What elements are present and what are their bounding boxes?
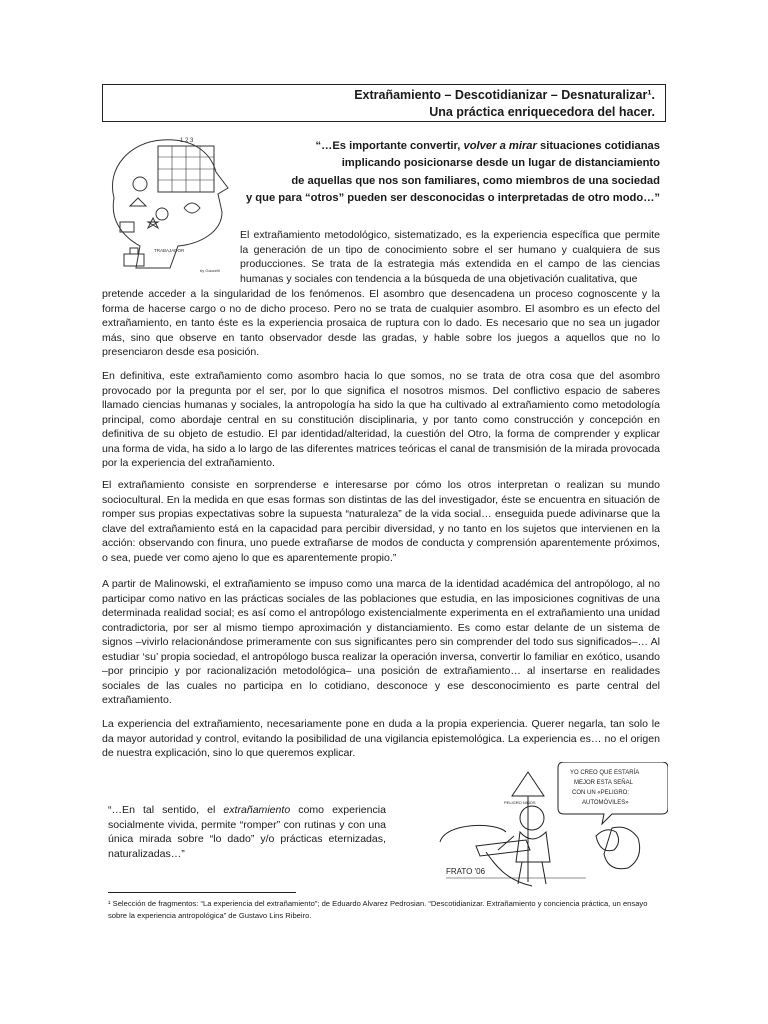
head-illustration: [100, 128, 236, 280]
opening-quote: [240, 138, 660, 208]
quote-line-1: “…Es importante convertir, volver a mirar situaciones cotidianas: [315, 140, 660, 152]
title-line-1: Extrañamiento – Descotidianizar – Desnaturalizar¹.: [354, 88, 655, 102]
title-box: [102, 84, 666, 122]
paragraph-3: El extrañamiento consiste en sorprenderse e interesarse por cómo los otros interpretan o realizan su mundo sociocultural. En la medida en que esas formas son distintas de las del investigador, éste se encuentra en situación de romper sus propias expectativas sobre la supuesta “naturaleza” de la vida social… enseguida puede adivinarse que la clave del extrañamiento está en la capacidad para percibir diversidad, y no tanto en los sujetos que intervienen en la acción: observando con finura, uno puede extrañarse de modos de conducta y comprensión aparentemente próximos, o sea, puede ver como ajeno lo que es aparentemente propio.”: [102, 479, 660, 564]
quote-line-3: de aquellas que nos son familiares, como miembros de una sociedad: [291, 174, 660, 187]
paragraph-1-rest: pretende acceder a la singularidad de los fenómenos. El asombro que desencadena un proceso cognoscente y la forma de hacerse cargo o no de dicho proceso. Pero no se trata de cualquier asombro. El asombro es un efecto del extrañamiento, en tanto éste es la experiencia prosaica de ruptura con lo dado. Es necesario que no sea un jugador más, sino que observe en tanto observador desde las gradas, y hable sobre los juegos a aquellos que no lo presenciaron desde esa posición.: [102, 288, 660, 359]
title-line-2: Una práctica enriquecedora del hacer.: [429, 105, 655, 119]
illus-signature: by Gaucelli: [200, 268, 220, 273]
illus-label: TRABAJADOR: [154, 248, 185, 253]
footnote-divider: [108, 892, 296, 893]
cartoon-sign: PELIGRO NIÑOS: [504, 800, 536, 805]
footnote: ¹ Selección de fragmentos: “La experiencia del extrañamiento”; de Eduardo Alvarez Pedrosian. “Descotidianizar. Extrañamiento y conciencia práctica, un ensayo sobre la experiencia antropológica” de Gustavo Lins Ribeiro.: [108, 899, 648, 920]
cartoon-speech-3: CON UN «PELIGRO:: [572, 790, 630, 796]
cartoon-signature: FRATO '06: [446, 867, 486, 876]
quote-line-4: y que para “otros” pueden ser desconocidas o interpretadas de otro modo…”: [245, 192, 660, 205]
paragraph-4: A partir de Malinowski, el extrañamiento se impuso como una marca de la identidad académica del antropólogo, al no participar como nativo en las prácticas sociales de las poblaciones que estudia, en las imposiciones cognitivas de una determinada realidad social; es así como el antropólogo existencialmente experimenta en el extrañamiento una unidad contradictoria, por ser al mismo tiempo aproximación y distanciamiento. Es como estar delante de un sistema de signos –vivirlo relacionándose primeramente con sus significantes pero sin comprender del todo sus significados–… Al estudiar ‘su’ propia sociedad, el antropólogo busca realizar la operación inversa, convertir lo familiar en exótico, usando –por principio y por racionalización metodológica– una posición de extrañamiento… al insertarse en realidades sociales de las cuales no participa en lo cotidiano, desconoce y ese desconocimiento es parte central del extrañamiento.: [102, 578, 660, 707]
quote-line-2: implicando posicionarse desde un lugar de distanciamiento: [341, 157, 660, 170]
paragraph-1-top: El extrañamiento metodológico, sistematizado, es la experiencia específica que permite la generación de un tipo de conocimiento sobre el ser humano y cualquiera de sus producciones. Se trata de la estrategia más extendida en el campo de las ciencias humanas y sociales con tendencia a la búsqueda de una objetivación cualitativa, que: [240, 229, 660, 285]
paragraph-5: La experiencia del extrañamiento, necesariamente pone en duda a la propia experiencia. Querer negarla, tan solo le da mayor autoridad y control, evitando la posibilidad de una vigilancia epistemológica. La experiencia es… no el origen de nuestra explicación, sino lo que queremos explicar.: [102, 718, 660, 760]
cartoon-speech-1: YO CREO QUE ESTARÍA: [570, 770, 640, 776]
illus-numbers: 1 2 3: [180, 138, 194, 144]
cartoon-speech-2: MEJOR ESTA SEÑAL: [574, 780, 633, 786]
cartoon-illustration: [436, 762, 668, 890]
paragraph-2: En definitiva, este extrañamiento como asombro hacia lo que somos, no se trata de otra cosa que del asombro provocado por la pregunta por el ser, por lo que significa el nosotros mismos. Del conflictivo espacio de saberes llamado ciencias humanas y sociales, la antropología ha sido la que ha cultivado al extrañamiento como metodología principal, como abordaje central en su constitución disciplinaria, y por tanto como construcción y concepción en definitiva de su objeto de estudio. El par identidad/alteridad, la cuestión del Otro, la forma de comprender y explicar una forma de vida, ha sido a lo largo de las diferentes matrices teóricas el canal de transmisión de la mirada provocada por la experiencia del extrañamiento.: [102, 370, 660, 470]
cartoon-speech-4: AUTOMÓVILES»: [582, 800, 629, 806]
closing-quote: “…En tal sentido, el extrañamiento como experiencia socialmente vivida, permite “romper” con rutinas y con una única mirada sobre “lo dado” y/o prácticas eternizadas, naturalizadas…”: [108, 804, 387, 860]
